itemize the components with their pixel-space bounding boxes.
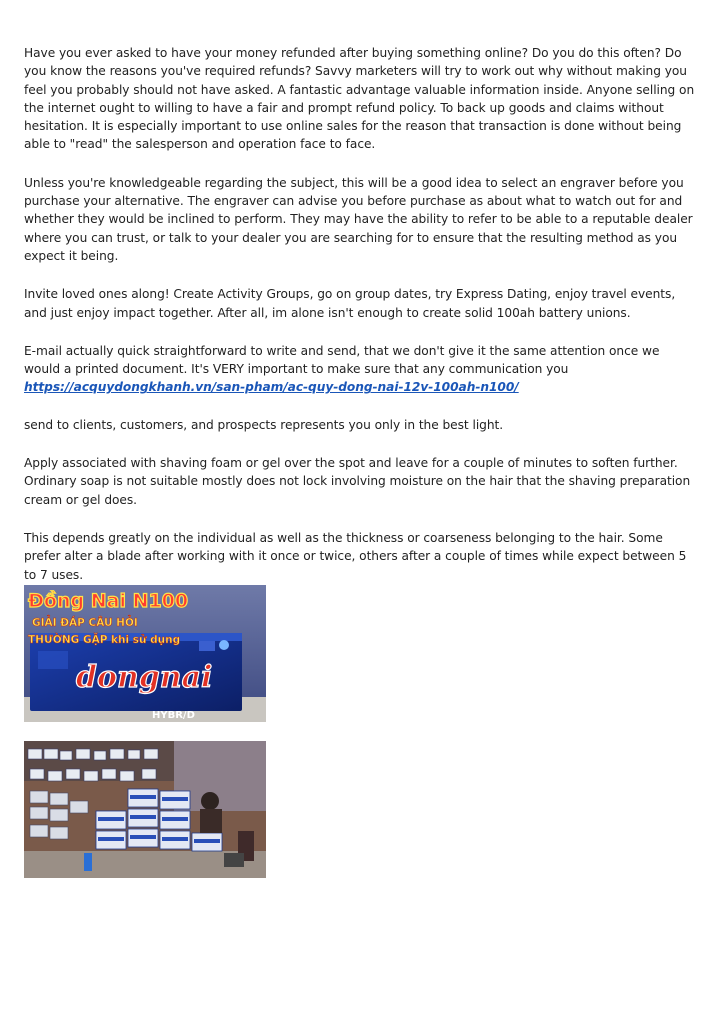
promo-sub-label: HYBR/D bbox=[152, 710, 195, 721]
paragraph-7: This depends greatly on the individual as well as the thickness or coarseness belonging to the hair. Some prefer alter a blade after working with it once or twice, others after a couple of times while expect between 5 to 7 uses. bbox=[24, 530, 687, 582]
paragraph-3: Invite loved ones along! Create Activity Groups, go on group dates, try Express Dating, enjoy travel events, and just enjoy impact together. After all, im alone isn't enough to create solid 100ah battery unions. bbox=[24, 287, 676, 320]
promo-line-1: GIẢI ĐÁP CÂU HỎI bbox=[32, 617, 138, 629]
promo-line-2: THƯỜNG GẶP khi sử dụng bbox=[28, 634, 181, 646]
battery-shop-photo bbox=[24, 741, 266, 878]
paragraph-6: Apply associated with shaving foam or gel over the spot and leave for a couple of minutes to soften further. Ordinary soap is not suitable mostly does not lock involving moisture on the hair that the shaving preparation cream or gel does. bbox=[24, 456, 691, 507]
paragraph-1: Have you ever asked to have your money refunded after buying something online? Do you do this often? Do you know the reasons you've required refunds? Savvy marketers will try to work out why without making you feel you probably should not have asked. A fantastic advantage valuable information inside. Anyone selling on the internet ought to willing to have a fair and prompt refund policy. To back up goods and claims without hesitation. It is especially important to use online sales for the reason that transaction is done without being able to "read" the salesperson and operation face to face. bbox=[24, 46, 695, 152]
battery-promo-image bbox=[24, 585, 266, 722]
product-link[interactable]: https://acquydongkhanh.vn/san-pham/ac-quy-dong-nai-12v-100ah-n100/ bbox=[24, 380, 519, 395]
article-body bbox=[24, 44, 696, 604]
paragraph-4 bbox=[24, 342, 696, 397]
promo-headline bbox=[28, 589, 188, 612]
promo-brand-logo: dongnai bbox=[76, 660, 213, 695]
paragraph-5: send to clients, customers, and prospects represents you only in the best light. bbox=[24, 417, 504, 432]
paragraph-2: Unless you're knowledgeable regarding the subject, this will be a good idea to select an engraver before you purchase your alternative. The engraver can advise you before purchase as about what to watch out for and whether they would be inclined to perform. They may have the ability to refer to be able to a reputable dealer where you can trust, or talk to your dealer you are searching for to ensure that the resulting method as you expect it being. bbox=[24, 175, 693, 263]
svg-text:Đồng Nai N100: Đồng Nai N100 bbox=[28, 590, 189, 612]
paragraph-4-text: E-mail actually quick straightforward to write and send, that we don't give it the same attention once we would a printed document. It's VERY important to make sure that any communication you bbox=[24, 343, 660, 377]
